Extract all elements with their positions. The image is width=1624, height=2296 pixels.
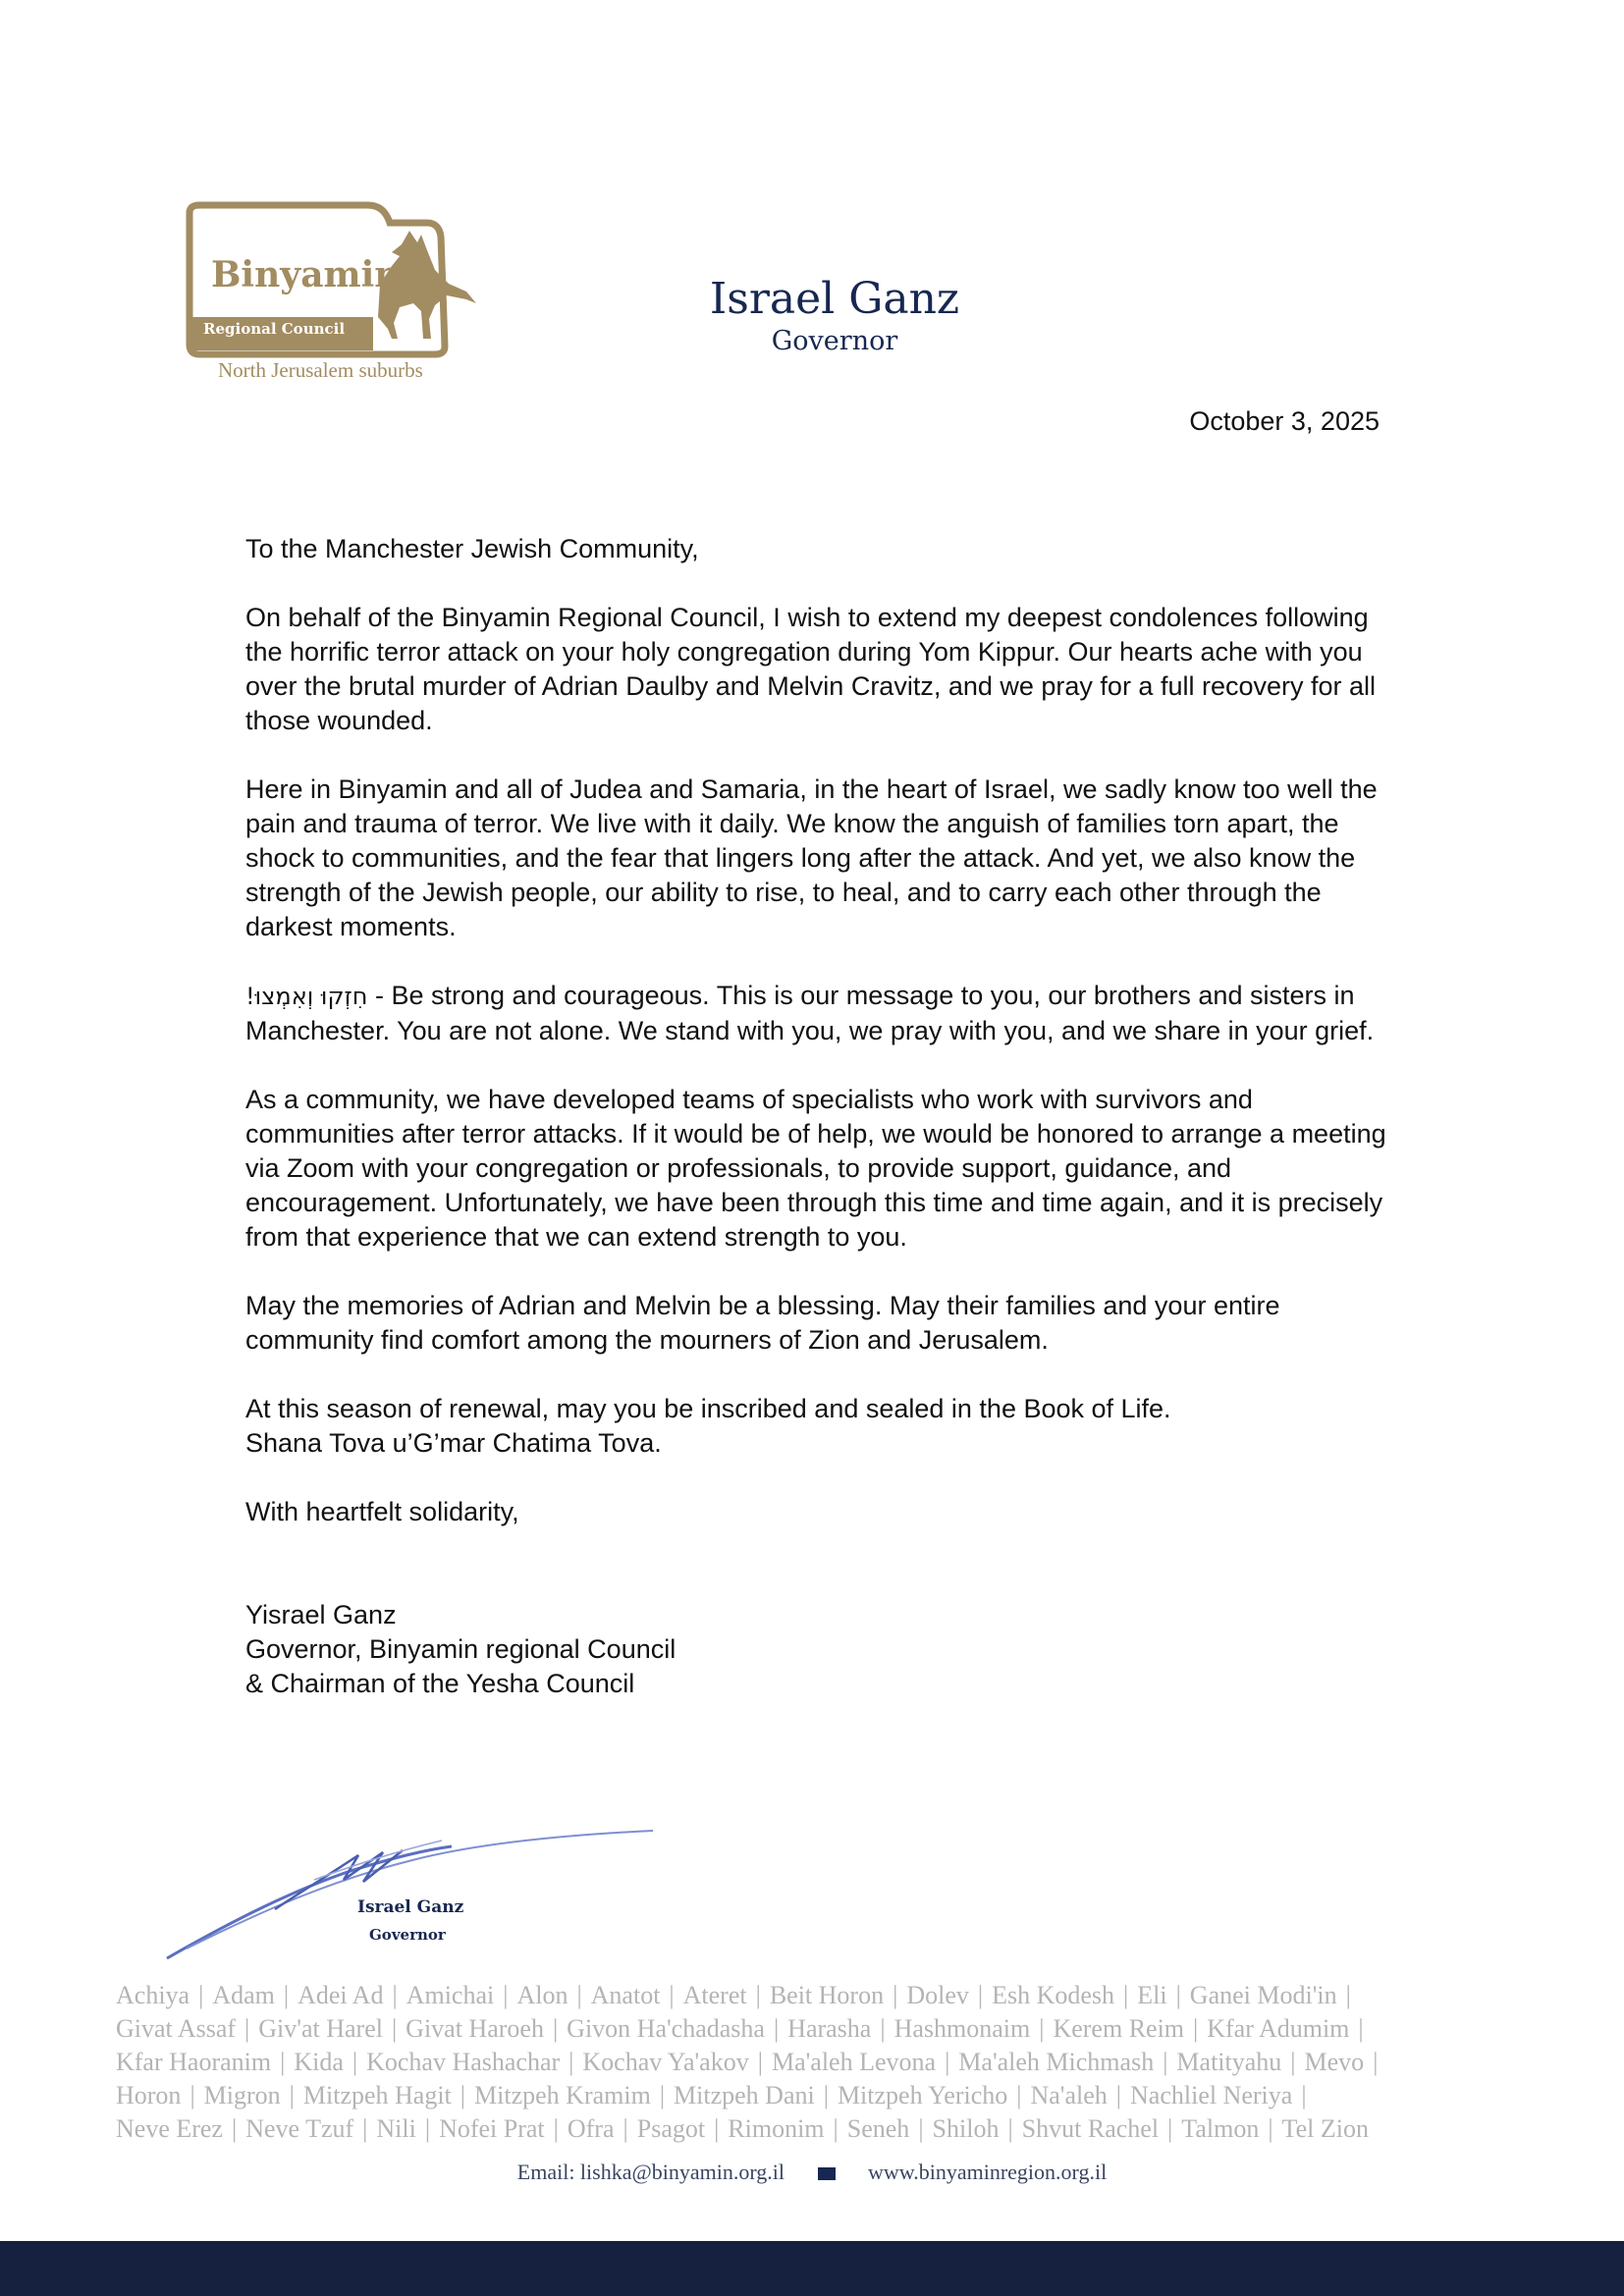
community-separator: | [880, 2014, 886, 2043]
community-separator: | [1115, 2081, 1122, 2109]
community-name: Adei Ad [298, 1981, 384, 2009]
community-separator: | [1268, 2114, 1273, 2143]
community-name: Kochav Ya'akov [582, 2048, 749, 2076]
community-separator: | [552, 2014, 559, 2043]
community-name: Matityahu [1176, 2048, 1282, 2076]
community-name: Na'aleh [1030, 2081, 1108, 2109]
community-name: Kfar Haoranim [116, 2048, 272, 2076]
community-name: Tel Zion [1281, 2114, 1369, 2143]
community-name: Ma'aleh Levona [771, 2048, 937, 2076]
community-name: Mitzpeh Hagit [302, 2081, 452, 2109]
community-separator: | [1193, 2014, 1199, 2043]
communities-list [116, 1979, 1551, 2146]
community-name: Amichai [406, 1981, 495, 2009]
community-name: Migron [203, 2081, 281, 2109]
square-bullet-icon [818, 2167, 836, 2180]
community-separator: | [1373, 2048, 1379, 2076]
community-name: Neve Tzuf [245, 2114, 354, 2143]
website-text: www.binyaminregion.org.il [868, 2160, 1108, 2184]
community-name: Psagot [636, 2114, 706, 2143]
community-separator: | [1007, 2114, 1013, 2143]
community-name: Nachliel Neriya [1130, 2081, 1293, 2109]
community-name: Ofra [567, 2114, 615, 2143]
community-name: Mevo [1304, 2048, 1365, 2076]
community-name: Beit Horon [769, 1981, 885, 2009]
logo-subtitle: Regional Council [203, 320, 346, 338]
paragraph-6 [245, 1392, 1394, 1461]
signer-name: Yisrael Ganz [245, 1600, 397, 1629]
community-name: Kerem Reim [1053, 2014, 1185, 2043]
community-separator: | [189, 2081, 195, 2109]
community-separator: | [893, 1981, 898, 2009]
community-separator: | [568, 2048, 574, 2076]
community-separator: | [659, 2081, 666, 2109]
paragraph-5: May the memories of Adrian and Melvin be a blessing. May their families and your entire community find comfort among the mourners of Zion and Jerusalem. [245, 1291, 1280, 1355]
community-separator: | [424, 2114, 431, 2143]
communities-line [116, 2012, 1551, 2046]
community-separator: | [362, 2114, 368, 2143]
community-separator: | [1016, 2081, 1022, 2109]
communities-line [116, 2079, 1551, 2112]
community-name: Alon [516, 1981, 568, 2009]
community-separator: | [289, 2081, 295, 2109]
community-name: Givon Ha'chadasha [567, 2014, 765, 2043]
community-separator: | [669, 1981, 675, 2009]
community-name: Kida [294, 2048, 344, 2076]
community-separator: | [1358, 2014, 1364, 2043]
community-name: Shiloh [932, 2114, 1000, 2143]
paragraph-6-line-2: Shana Tova u’G’mar Chatima Tova. [245, 1428, 662, 1458]
community-name: Mitzpeh Yericho [837, 2081, 1008, 2109]
community-name: Eli [1137, 1981, 1167, 2009]
community-name: Nofei Prat [439, 2114, 545, 2143]
community-separator: | [1123, 1981, 1129, 2009]
logo-name: Binyamin [211, 254, 401, 295]
community-name: Ma'aleh Michmash [958, 2048, 1155, 2076]
community-name: Mitzpeh Kramim [474, 2081, 651, 2109]
community-name: Harasha [787, 2014, 872, 2043]
community-name: Seneh [846, 2114, 910, 2143]
paragraph-3-text: - Be strong and courageous. This is our message to you, our brothers and sisters in Manchester. You are not alone. We stand with you, we pray with you, and we share in your grief. [245, 981, 1375, 1045]
logo-tagline: North Jerusalem suburbs [218, 358, 423, 382]
community-name: Dolev [906, 1981, 969, 2009]
hebrew-phrase: חִזְקוּ וְאִמְצוּ! [245, 983, 368, 1010]
community-separator: | [503, 1981, 509, 2009]
communities-line [116, 2112, 1551, 2146]
paragraph-1: On behalf of the Binyamin Regional Council, I wish to extend my deepest condolences following the horrific terror attack on your holy congregation during Yom Kippur. Our hearts ache with you over the brutal murder of Adrian Daulby and Melvin Cravitz, and we pray for a full recovery for all those wounded. [245, 603, 1377, 735]
community-name: Neve Erez [116, 2114, 223, 2143]
community-separator: | [231, 2114, 238, 2143]
signature-name: Israel Ganz [357, 1897, 464, 1917]
communities-line [116, 1979, 1551, 2012]
community-name: Esh Kodesh [992, 1981, 1115, 2009]
community-separator: | [283, 1981, 290, 2009]
letter-date: October 3, 2025 [1189, 406, 1380, 436]
salutation: To the Manchester Jewish Community, [245, 534, 699, 563]
community-name: Horon [116, 2081, 182, 2109]
paragraph-3 [245, 979, 1394, 1048]
community-name: Giv'at Harel [258, 2014, 383, 2043]
community-name: Mitzpeh Dani [674, 2081, 815, 2109]
community-separator: | [391, 2014, 398, 2043]
community-separator: | [1290, 2048, 1296, 2076]
community-separator: | [576, 1981, 582, 2009]
community-separator: | [1163, 2048, 1168, 2076]
community-separator: | [757, 2048, 763, 2076]
community-name: Talmon [1181, 2114, 1260, 2143]
community-separator: | [244, 2014, 250, 2043]
paragraph-6-line-1: At this season of renewal, may you be inscribed and sealed in the Book of Life. [245, 1394, 1171, 1423]
community-separator: | [1175, 1981, 1181, 2009]
paragraph-4: As a community, we have developed teams of specialists who work with survivors and communities after terror attacks. If it would be of help, we would be honored to arrange a meeting via Zoom with your congregation or professionals, to provide support, guidance, and encouragement. Unfortunately, we have been through this time and time again, and it is precisely from that experience that we can extend strength to you. [245, 1085, 1386, 1252]
community-separator: | [460, 2081, 466, 2109]
community-name: Adam [212, 1981, 275, 2009]
community-separator: | [1345, 1981, 1351, 2009]
community-name: Achiya [116, 1981, 190, 2009]
signer-title-2: & Chairman of the Yesha Council [245, 1669, 635, 1698]
communities-line [116, 2046, 1551, 2079]
community-name: Ateret [682, 1981, 747, 2009]
community-separator: | [623, 2114, 628, 2143]
community-separator: | [352, 2048, 358, 2076]
community-name: Anatot [590, 1981, 661, 2009]
signer-title-1: Governor, Binyamin regional Council [245, 1634, 677, 1664]
letter-body [245, 532, 1394, 1701]
community-separator: | [198, 1981, 204, 2009]
community-name: Givat Assaf [116, 2014, 237, 2043]
community-separator: | [833, 2114, 839, 2143]
paragraph-2: Here in Binyamin and all of Judea and Samaria, in the heart of Israel, we sadly know too well the pain and trauma of terror. We live with it daily. We know the anguish of families torn apart, the shock to communities, and the fear that lingers long after the attack. And yet, we also know the strength of the Jewish people, our ability to rise, to heal, and to carry each other through the darkest moments. [245, 774, 1378, 941]
letterhead [707, 275, 962, 357]
community-separator: | [1167, 2114, 1173, 2143]
email-text: Email: lishka@binyamin.org.il [516, 2160, 785, 2184]
community-name: Hashmonaim [893, 2014, 1031, 2043]
community-separator: | [945, 2048, 950, 2076]
letterhead-name: Israel Ganz [709, 274, 960, 324]
community-separator: | [977, 1981, 984, 2009]
community-name: Shvut Rachel [1021, 2114, 1160, 2143]
community-name: Nili [376, 2114, 416, 2143]
closing: With heartfelt solidarity, [245, 1497, 519, 1526]
community-separator: | [553, 2114, 559, 2143]
letterhead-title: Governor [771, 326, 898, 356]
community-separator: | [823, 2081, 829, 2109]
community-separator: | [280, 2048, 286, 2076]
signer-block [245, 1598, 1394, 1701]
contact-line [0, 2160, 1624, 2185]
community-separator: | [918, 2114, 924, 2143]
community-name: Kochav Hashachar [366, 2048, 561, 2076]
footer-bar [0, 2241, 1624, 2296]
community-separator: | [773, 2014, 780, 2043]
signature-title: Governor [369, 1926, 446, 1944]
community-name: Rimonim [728, 2114, 825, 2143]
community-separator: | [1039, 2014, 1045, 2043]
community-name: Kfar Adumim [1207, 2014, 1350, 2043]
community-separator: | [392, 1981, 398, 2009]
community-separator: | [1301, 2081, 1307, 2109]
community-separator: | [755, 1981, 761, 2009]
community-name: Ganei Modi'in [1189, 1981, 1337, 2009]
community-name: Givat Haroeh [406, 2014, 544, 2043]
community-separator: | [714, 2114, 720, 2143]
